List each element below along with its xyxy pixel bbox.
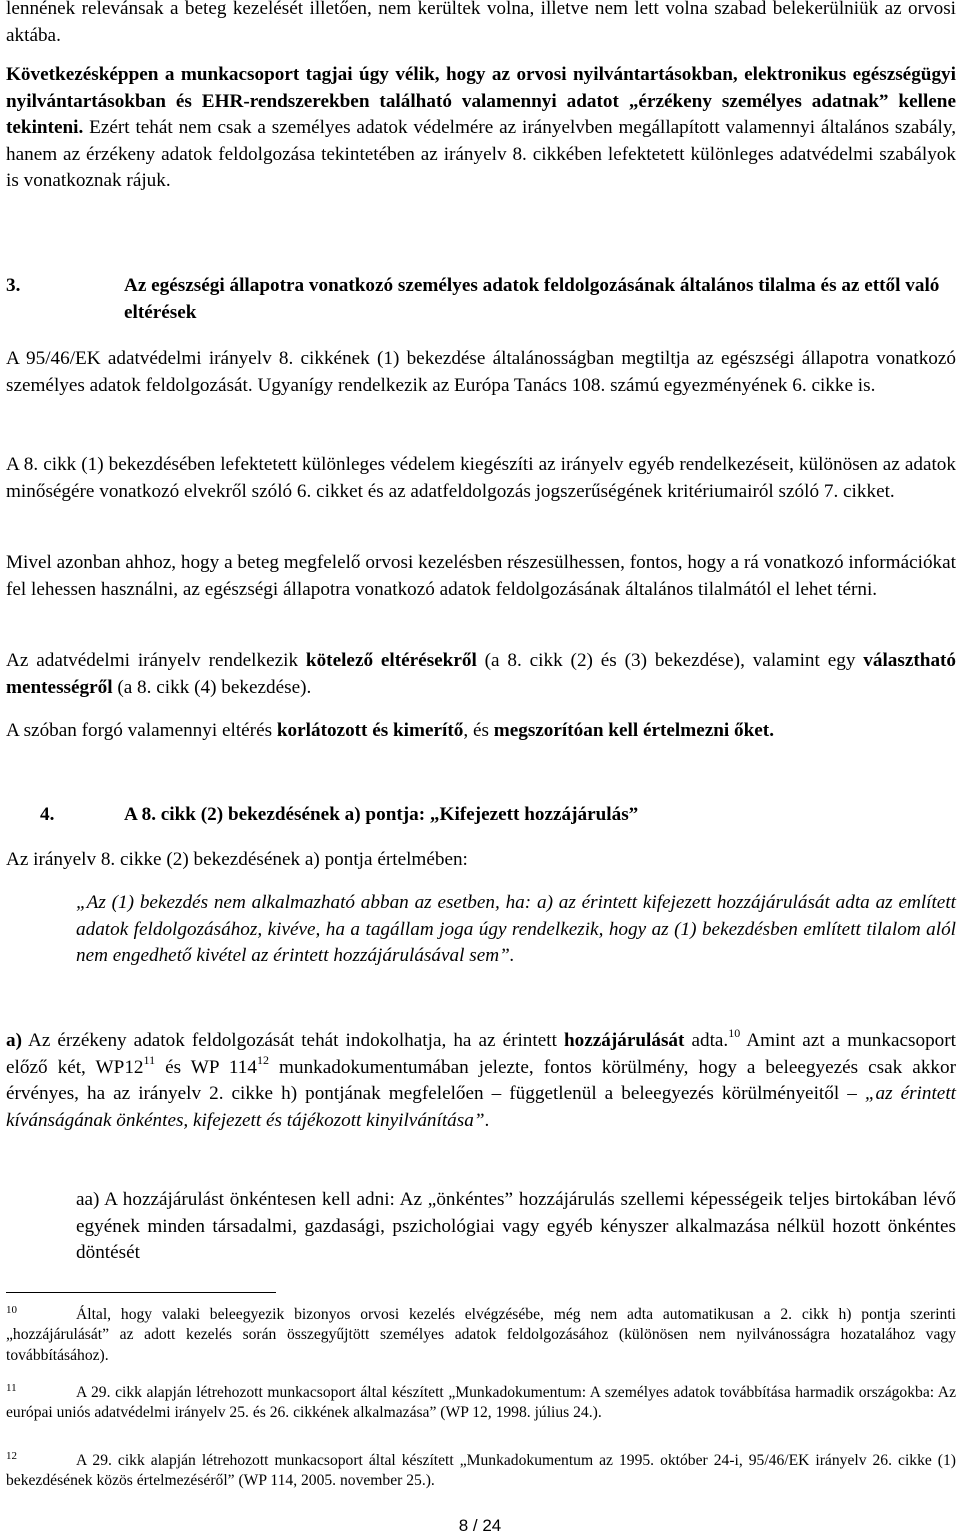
bold-run: korlátozott és kimerítő bbox=[276, 720, 464, 741]
footnote-text: Által, hogy valaki beleegyezik bizonyos orvosi kezelés elvégzésébe, még nem adta automatikusan a 2. cikk h) pontja szerinti „hozzájárulását” az adott kezelés során összegyűjtött személyes adatok feldolgozásához (különösen nem nyilvánosságra hozatalához vagy továbbításához). bbox=[6, 1306, 956, 1364]
footnote-mark: 12 bbox=[6, 1450, 17, 1462]
footnote-mark: 11 bbox=[6, 1382, 17, 1394]
paragraph-rest: Ezért tehát nem csak a személyes adatok védelmére az irányelvben megállapított valamennyi általános szabály, hanem az érzékeny adatok feldolgozása tekintetében az irányelv 8. cikkében lefektetett különleges adatvédelmi szabályok is vonatkoznak rájuk. bbox=[6, 117, 956, 191]
footnote-ref-11[interactable]: 11 bbox=[143, 1052, 156, 1067]
text-run: és WP 114 bbox=[155, 1056, 257, 1078]
footnote-ref-10[interactable]: 10 bbox=[728, 1026, 741, 1040]
paragraph-aa: aa) A hozzájárulást önkéntesen kell adni: Az „önkéntes” hozzájárulás szellemi képességeik teljes birtokában lévő egyének minden társadalmi, gazdasági, pszichológiai vagy egyéb kényszer alkalmazása nélkül hozott önkéntes döntését bbox=[76, 1189, 956, 1263]
text-run: munkadokumentumában jelezte, fontos körülmény, hogy a beleegyezés csak akkor érvényes, ha az irányelv 2. cikke h) pontjának megfelelően – függetlenül a beleegyezés körülményeitől – bbox=[6, 1056, 956, 1104]
paragraph-exceptions: Mivel azonban ahhoz, hogy a beteg megfelelő orvosi kezelésben részesülhessen, fontos, hogy a rá vonatkozó információkat fel lehessen használni, az egészségi állapotra vonatkozó adatok feldolgozásának általános tilalmától el lehet térni. bbox=[6, 552, 956, 600]
quote-article-8: „Az (1) bekezdés nem alkalmazható abban az esetben, ha: a) az érintett kifejezett hozzájárulását adta az említett adatok feldolgozásához, kivéve, ha a tagállam joga úgy rendelkezik, hogy az (1) bekezdésben említett tilalom alól nem engedhető kivétel az érintett hozzájárulásával sem”. bbox=[76, 892, 956, 966]
footnote-11 bbox=[6, 1378, 956, 1424]
section-number-4: 4. bbox=[40, 804, 55, 825]
footnote-mark: 10 bbox=[6, 1304, 17, 1316]
text-run: Amint azt a munkacsoport előző két, WP12 bbox=[6, 1030, 956, 1078]
paragraph-bold-part: Következésképpen a munkacsoport tagjai úgy vélik, hogy az orvosi nyilvántartásokban, elektronikus egészségügyi nyilvántartásokban és EHR-rendszerekben található valamennyi adatot „érzékeny személyes adatnak” kellene tekinteni. bbox=[6, 64, 956, 138]
text-run: Az érzékeny adatok feldolgozását tehát indokolhatja, ha az érintett bbox=[21, 1030, 564, 1051]
footnote-12 bbox=[6, 1446, 956, 1492]
text-run: Az adatvédelmi irányelv rendelkezik bbox=[6, 650, 306, 671]
bold-run: választható mentességről bbox=[6, 650, 957, 698]
paragraph-mandatory-exceptions bbox=[6, 648, 956, 701]
paragraph-directive-quote-intro: Az irányelv 8. cikke (2) bekezdésének a) pontja értelmében: bbox=[6, 849, 468, 870]
section-number-3: 3. bbox=[6, 275, 21, 296]
text-run: . bbox=[484, 1109, 490, 1131]
paragraph-directive-8: A 95/46/EK adatvédelmi irányelv 8. cikkének (1) bekezdése általánosságban megtiltja az egészségi állapotra vonatkozó személyes adatok feldolgozását. Ugyanígy rendelkezik az Európa Tanács 108. számú egyezményének 6. cikke is. bbox=[6, 348, 956, 396]
paragraph-consent bbox=[6, 1028, 956, 1134]
footnote-separator bbox=[6, 1292, 276, 1293]
text-run: adta. bbox=[684, 1030, 729, 1051]
text-run: , és bbox=[463, 720, 494, 741]
bold-run: hozzájárulását bbox=[563, 1030, 685, 1051]
italic-run: „az érintett kívánságának önkéntes, kifejezett és tájékozott kinyilvánítása” bbox=[6, 1083, 956, 1131]
text-run: A szóban forgó valamennyi eltérés bbox=[6, 720, 277, 741]
footnote-text: A 29. cikk alapján létrehozott munkacsoport által készített „Munkadokumentum az 1995. október 24-i, 95/46/EK irányelv 26. cikke (1) bekezdésének közös értelmezéséről” (WP 114, 2005. november 25.). bbox=[6, 1452, 956, 1490]
section-heading-4: A 8. cikk (2) bekezdésének a) pontja: „Kifejezett hozzájárulás” bbox=[124, 804, 639, 825]
bold-run: a) bbox=[6, 1030, 22, 1051]
page-number: 8 / 24 bbox=[458, 1516, 502, 1535]
section-heading-3: Az egészségi állapotra vonatkozó személyes adatok feldolgozásának általános tilalma és az ettől való eltérések bbox=[124, 275, 940, 323]
bold-run: kötelező eltérésekről bbox=[305, 650, 477, 671]
text-run: (a 8. cikk (4) bekezdése). bbox=[112, 676, 312, 698]
footnote-text: A 29. cikk alapján létrehozott munkacsoport által készített „Munkadokumentum: A személyes adatok továbbítása harmadik országokba: Az európai uniós adatvédelmi irányelv 25. és 26. cikkének alkalmazása” (WP 12, 1998. július 24.). bbox=[6, 1384, 956, 1422]
footnote-10 bbox=[6, 1300, 956, 1366]
paragraph-special-protection: A 8. cikk (1) bekezdésében lefektetett különleges védelem kiegészíti az irányelv egyéb rendelkezéseit, különösen az adatok minőségére vonatkozó elvekről szóló 6. cikket és az adatfeldolgozás jogszerűségének kritériumairól szóló 7. cikket. bbox=[6, 454, 956, 502]
text-run: (a 8. cikk (2) és (3) bekezdése), valamint egy bbox=[476, 650, 864, 671]
bold-run: megszorítóan kell értelmezni őket. bbox=[493, 720, 774, 741]
footnote-ref-12[interactable]: 12 bbox=[257, 1052, 269, 1067]
paragraph-continuation: lennének relevánsak a beteg kezelését illetően, nem kerültek volna, illetve nem lett volna szabad belekerülniük az orvosi aktába. bbox=[6, 0, 956, 46]
paragraph-sensitive-data bbox=[6, 62, 956, 195]
paragraph-restrictive bbox=[6, 718, 956, 745]
